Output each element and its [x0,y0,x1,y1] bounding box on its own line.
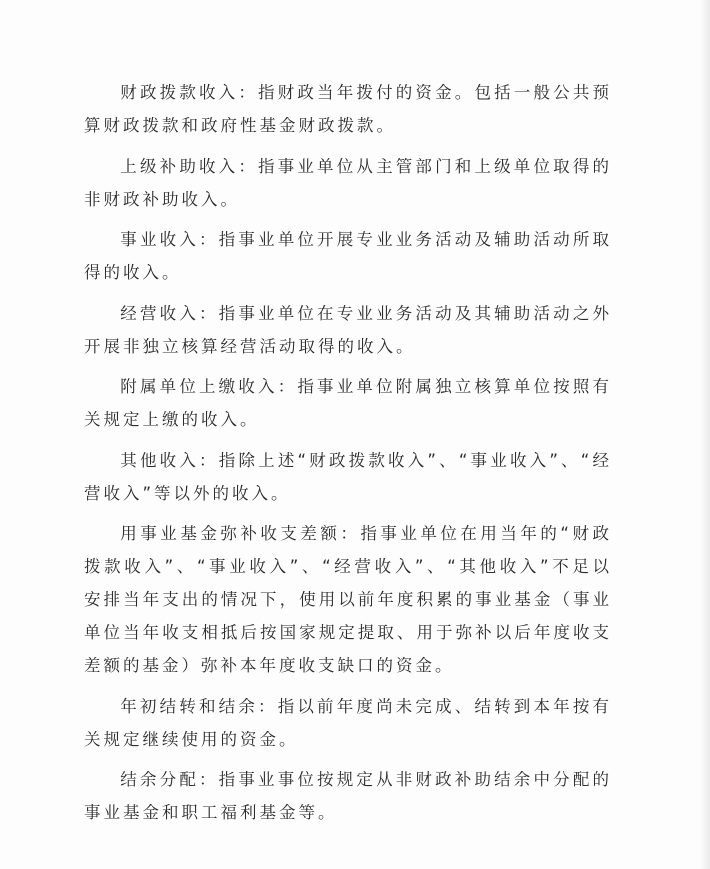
paragraph-fiscal-appropriation-income: 财政拨款收入：指财政当年拨付的资金。包括一般公共预算财政拨款和政府性基金财政拨款。 [84,83,612,135]
paragraph-other-income: 其他收入：指除上述“财政拨款收入”、“事业收入”、“经营收入”等以外的收入。 [84,450,612,503]
paragraph-carryover-and-balance: 年初结转和结余：指以前年度尚未完成、结转到本年按有关规定继续使用的资金。 [84,696,612,749]
paragraph-affiliated-unit-remittance: 附属单位上缴收入：指事业单位附属独立核算单位按照有关规定上缴的收入。 [84,377,612,429]
paragraph-business-fund-offset: 用事业基金弥补收支差额：指事业单位在用当年的“财政拨款收入”、“事业收入”、“经营收入”、“其他收入”不足以安排当年支出的情况下，使用以前年度积累的事业基金（事业单位当年收支相抵后按国家规定提取、用于弥补以后年度收支差额的基金）弥补本年度收支缺口的资金。 [84,524,612,675]
page-edge-shadow [700,0,710,869]
paragraph-superior-subsidy-income: 上级补助收入：指事业单位从主管部门和上级单位取得的非财政补助收入。 [84,156,612,209]
paragraph-business-income: 事业收入：指事业单位开展专业业务活动及辅助活动所取得的收入。 [84,230,612,282]
document-body [84,76,612,837]
paragraph-operating-income: 经营收入：指事业单位在专业业务活动及其辅助活动之外开展非独立核算经营活动取得的收入。 [84,303,612,356]
paragraph-surplus-distribution: 结余分配：指事业事位按规定从非财政补助结余中分配的事业基金和职工福利基金等。 [84,770,612,822]
